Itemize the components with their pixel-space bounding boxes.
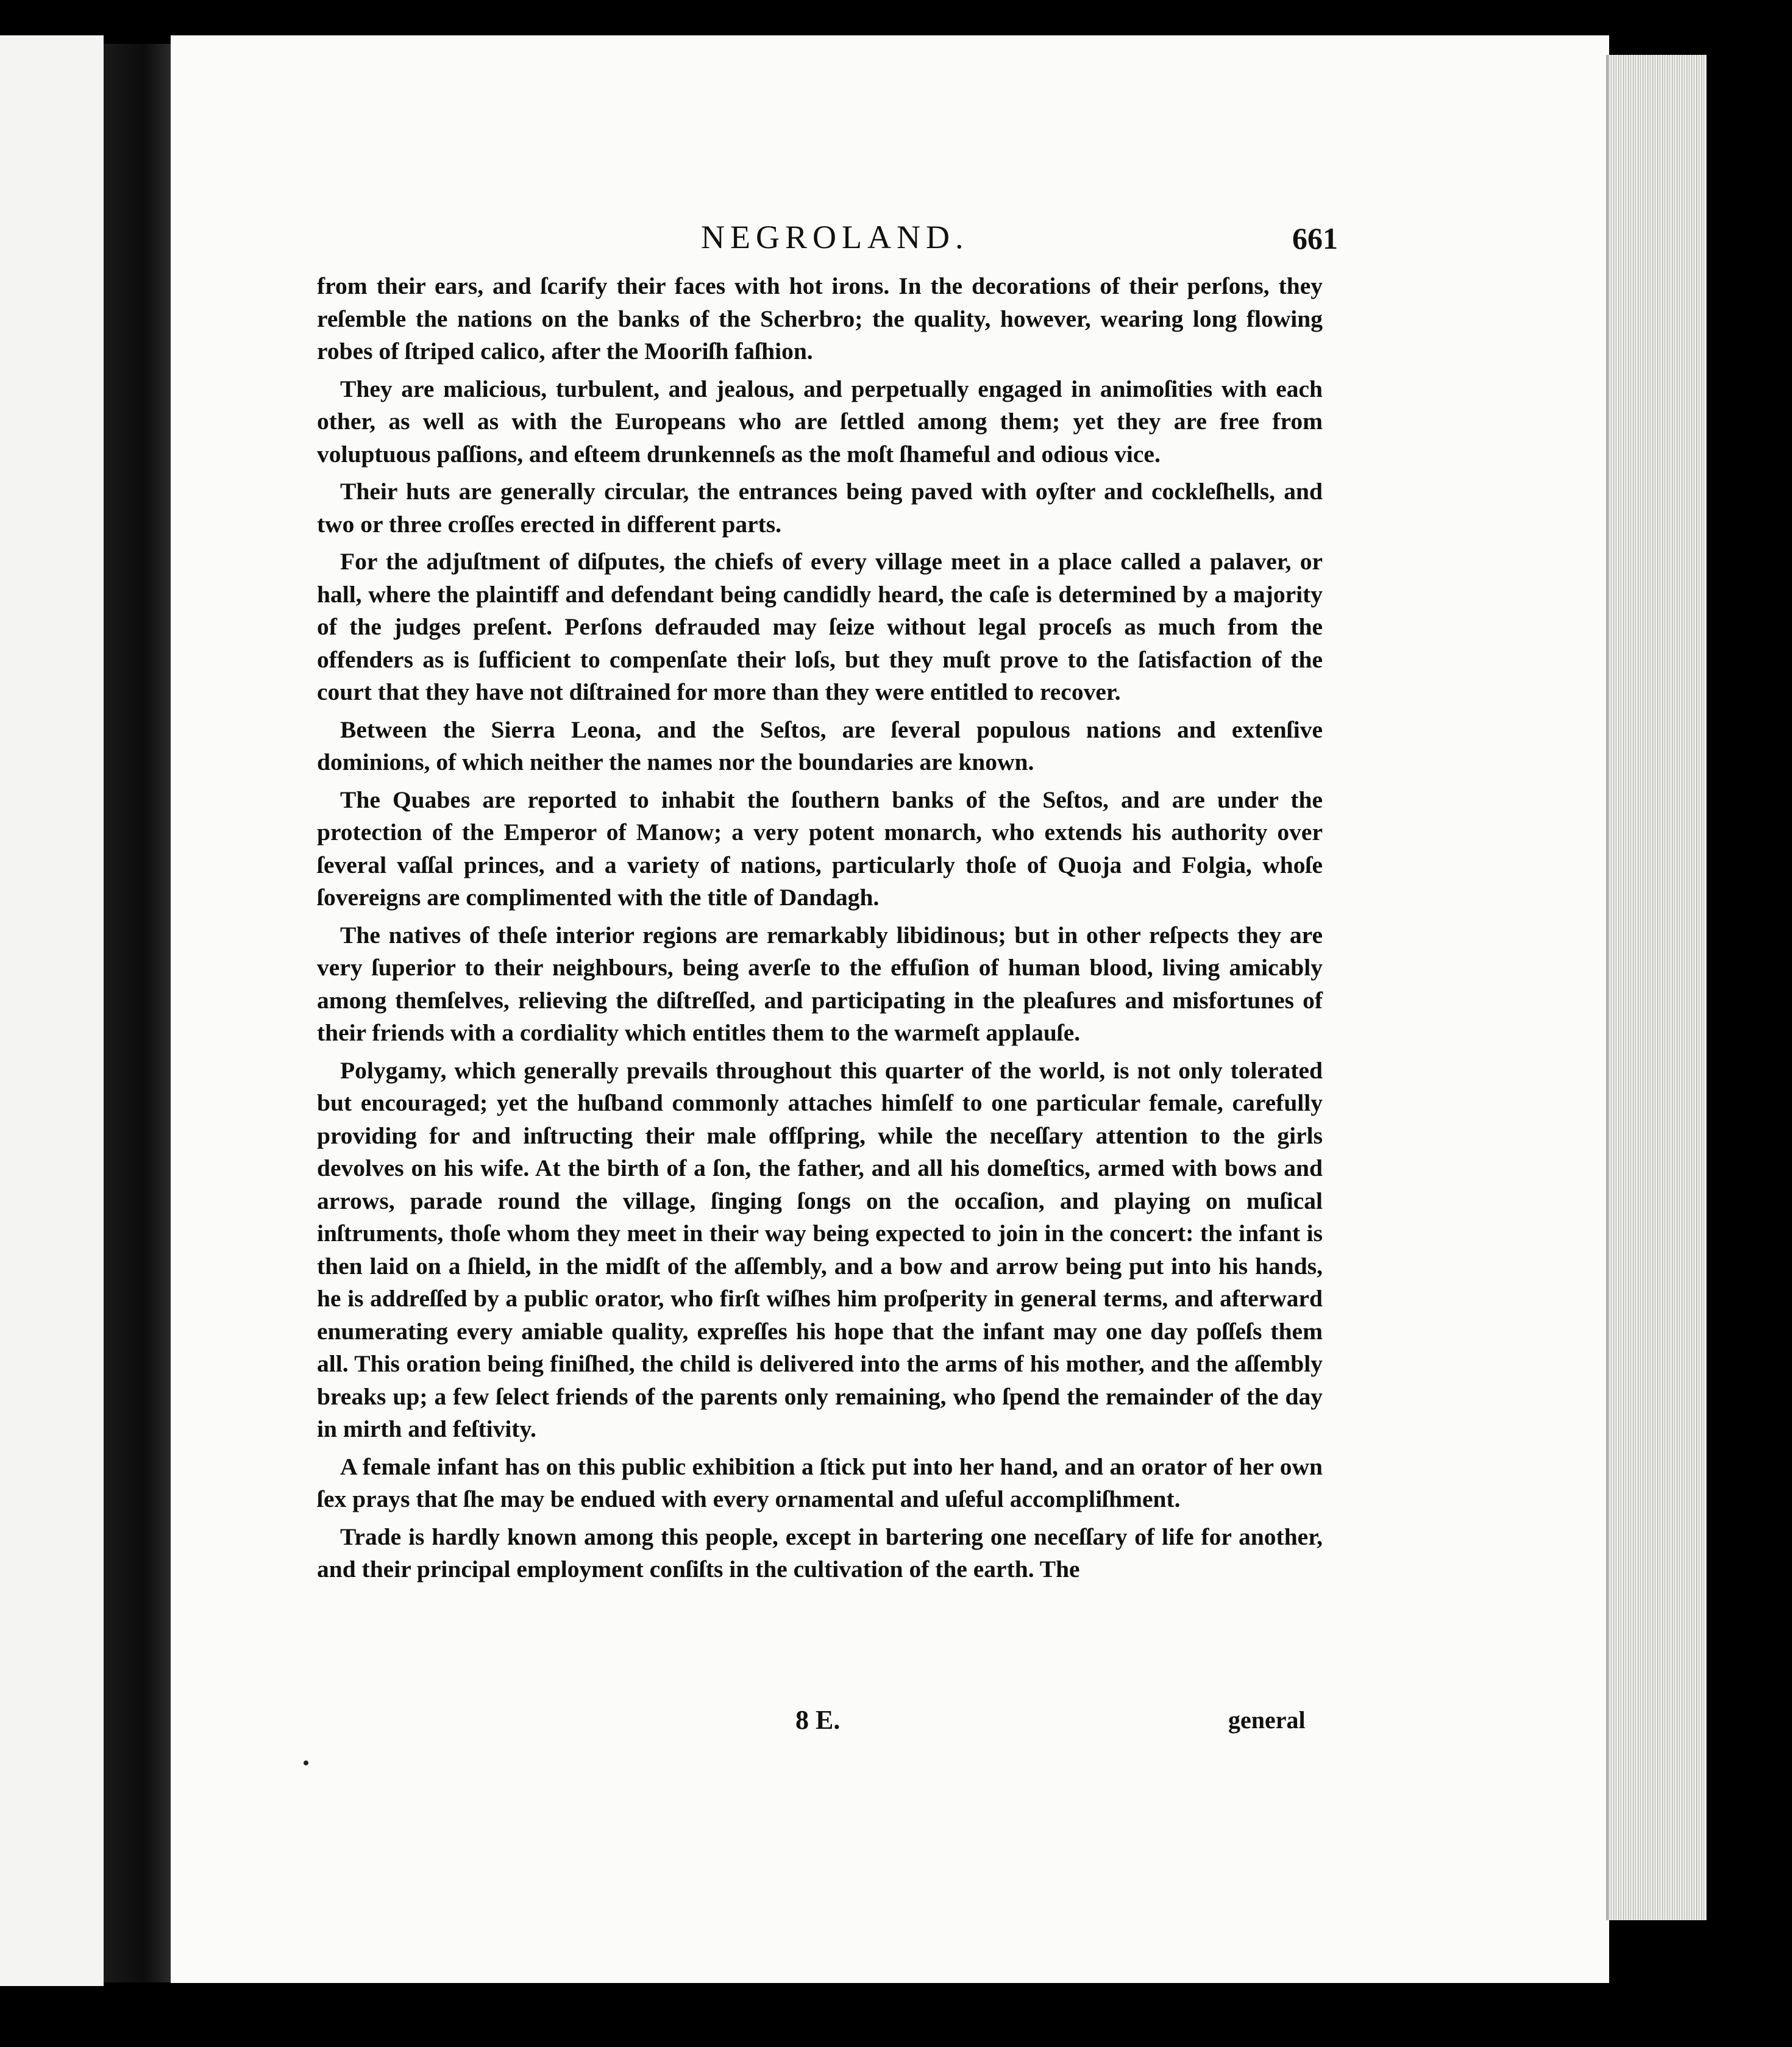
running-title: NEGROLAND. [701, 219, 969, 255]
paragraph: They are malicious, turbulent, and jealous, and perpetually engaged in animoſities with each other, as well as with the Europeans who are ſettled among them; yet they are free from voluptuous paſſions, and eſteem drunkenneſs as the moſt ſhameful and odious vice. [317, 375, 1323, 468]
catchword: general [1228, 1706, 1306, 1734]
running-head [171, 218, 1609, 267]
paragraph: For the adjuſtment of diſputes, the chiefs of every village meet in a place called a palaver, or hall, where the plaintiff and defendant being candidly heard, the caſe is determined by a majority of the judges preſent. Perſons defrauded may ſeize without legal proceſs as much from the offenders as is ſufficient to compenſate their loſs, but they muſt prove to the ſatisfaction of the court that they have not diſtrained for more than they were entitled to recover. [317, 548, 1323, 705]
paragraph: from their ears, and ſcarify their faces with hot irons. In the decorations of their perſons, they reſemble the nations on the banks of the Scherbro; the quality, however, wearing long flowing robes of ſtriped calico, after the Mooriſh faſhion. [317, 272, 1323, 365]
book-page [171, 35, 1609, 1983]
body-text [317, 270, 1323, 1591]
book-gutter [104, 44, 171, 1982]
paragraph: Trade is hardly known among this people, except in bartering one neceſſary of life for another, and their principal employment conſiſts in the cultivation of the earth. The [317, 1523, 1323, 1582]
paragraph: Their huts are generally circular, the entrances being paved with oyſter and cockleſhells, and two or three croſſes erected in different parts. [317, 478, 1323, 538]
page-number: 661 [1292, 221, 1338, 255]
paragraph: The Quabes are reported to inhabit the ſouthern banks of the Seſtos, and are under the protection of the Emperor of Manow; a very potent monarch, who extends his authority over ſeveral vaſſal princes, and a variety of nations, particularly thoſe of Quoja and Folgia, whoſe ſovereigns are complimented with the title of Dandagh. [317, 786, 1323, 911]
facing-page-edge [0, 35, 104, 1986]
paragraph: The natives of theſe interior regions are remarkably libidinous; but in other reſpects they are very ſuperior to their neighbours, being averſe to the effuſion of human blood, living amicably among themſelves, relieving the diſtreſſed, and participating in the pleaſures and misfortunes of their friends with a cordiality which entitles them to the warmeſt applauſe. [317, 921, 1323, 1046]
paragraph: Polygamy, which generally prevails throughout this quarter of the world, is not only tolerated but encouraged; yet the huſband commonly attaches himſelf to one particular female, carefully providing for and inſtructing their male offſpring, while the neceſſary attention to the girls devolves on his wife. At the birth of a ſon, the father, and all his domeſtics, armed with bows and arrows, parade round the village, ſinging ſongs on the occaſion, and playing on muſical inſtruments, thoſe whom they meet in their way being expected to join in the concert: the infant is then laid on a ſhield, in the midſt of the aſſembly, and a bow and arrow being put into his hands, he is addreſſed by a public orator, who firſt wiſhes him proſperity in general terms, and afterward enumerating every amiable quality, expreſſes his hope that the infant may one day poſſeſs them all. This oration being finiſhed, the child is delivered into the arms of his mother, and the aſſembly breaks up; a few ſelect friends of the parents only remaining, who ſpend the remainder of the day in mirth and feſtivity. [317, 1056, 1323, 1442]
ink-speck [304, 1760, 308, 1765]
page-fore-edge [1609, 55, 1707, 1920]
signature-mark: 8 E. [795, 1705, 841, 1735]
paragraph: Between the Sierra Leona, and the Seſtos, are ſeveral populous nations and extenſive dominions, of which neither the names nor the boundaries are known. [317, 716, 1323, 775]
paragraph: A female infant has on this public exhibition a ſtick put into her hand, and an orator of her own ſex prays that ſhe may be endued with every ornamental and uſeful accompliſhment. [317, 1453, 1323, 1512]
